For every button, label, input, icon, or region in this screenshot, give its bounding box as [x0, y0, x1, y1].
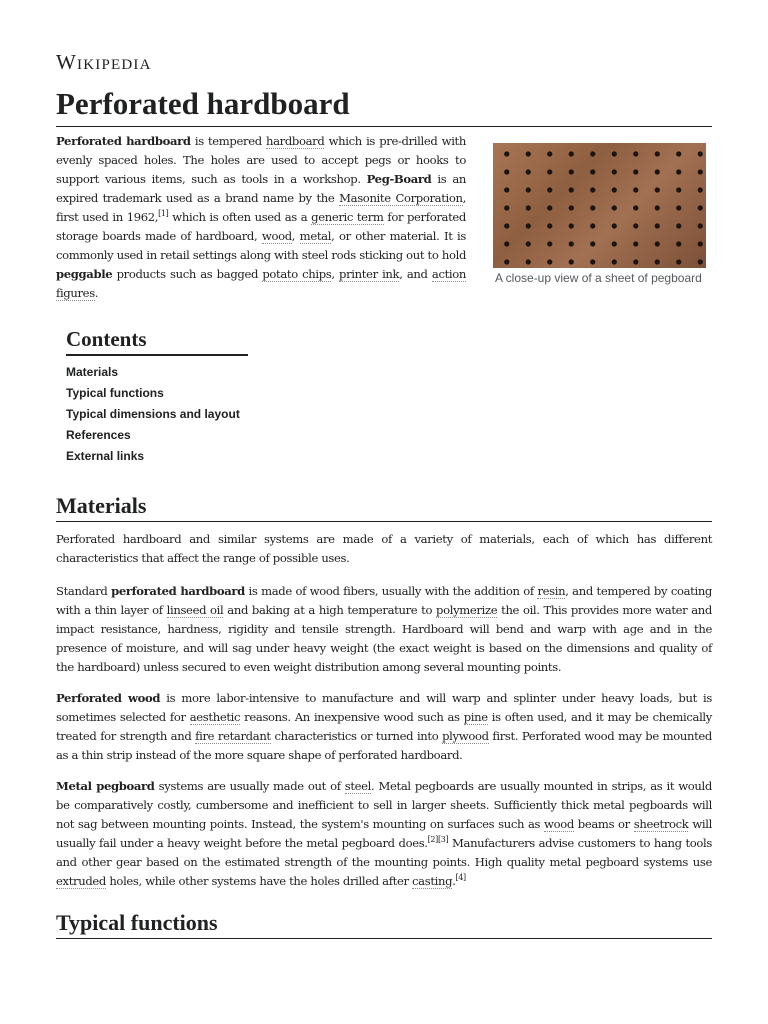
link-potato-chips[interactable]: potato chips [262, 267, 332, 281]
toc-item-materials[interactable]: Materials [66, 365, 119, 379]
link-casting[interactable]: casting [412, 874, 453, 888]
text: holes, while other systems have the holes drilled after [105, 874, 413, 888]
section-heading-typical-functions: Typical functions [56, 909, 712, 939]
text: characteristics or turned into [270, 729, 443, 743]
text: beams or [573, 817, 634, 831]
toc-item-typical-dimensions[interactable]: Typical dimensions and layout [66, 407, 240, 421]
link-generic-term[interactable]: generic term [311, 210, 384, 224]
text: . [452, 874, 456, 888]
bold-term: Metal pegboard [56, 779, 155, 793]
bold-term: Perforated wood [56, 691, 161, 705]
pegboard-image[interactable] [493, 143, 706, 268]
text: is more labor-intensive to manufacture and will warp and splinter under heavy loads, but is sometimes selected for [56, 691, 712, 724]
text: which is pre-drilled with evenly spaced holes. The holes are used to accept pegs or hooks to support various items, such as tools in a workshop. [56, 134, 466, 186]
text: is often used, and it may be chemically treated for strength and [56, 710, 712, 743]
text: . Metal pegboards are usually mounted in strips, as it would be comparatively costly, cumbersome and inefficient to sell in larger sheets. Sufficiently thick metal pegboards will not sag between mounting points. Instead, the system's mounting on surfaces such as [56, 779, 712, 831]
link-action-figures[interactable]: action figures [56, 267, 467, 300]
text: , [331, 267, 340, 281]
link-extruded[interactable]: extruded [56, 874, 106, 888]
link-hardboard[interactable]: hardboard [265, 134, 325, 148]
text: products such as bagged [112, 267, 263, 281]
reference-4[interactable]: [4] [455, 873, 466, 882]
toc-item-typical-functions[interactable]: Typical functions [66, 386, 164, 400]
link-linseed-oil[interactable]: linseed oil [166, 603, 224, 617]
toc-title: Contents [66, 326, 248, 356]
lead-paragraph [56, 132, 466, 303]
materials-paragraph-4 [56, 777, 712, 891]
link-masonite-corporation[interactable]: Masonite Corporation [339, 191, 463, 205]
text: . [94, 286, 99, 300]
infobox-figure [493, 143, 707, 287]
wikipedia-logo[interactable]: Wikipedia [56, 50, 152, 74]
bold-term: peggable [56, 267, 113, 281]
text: is an expired trademark used as a brand name by the [56, 172, 467, 205]
text: , or other material. It is commonly used in retail settings along with steel rods sticking out to hold [56, 229, 467, 262]
link-wood[interactable]: wood [261, 229, 292, 243]
materials-paragraph-3 [56, 689, 712, 765]
text: which is often used as a [168, 210, 312, 224]
link-sheetrock[interactable]: sheetrock [633, 817, 689, 831]
text: reasons. An inexpensive wood such as [240, 710, 464, 724]
reference-1[interactable]: [1] [158, 209, 169, 218]
text: Standard [56, 584, 112, 598]
text: and baking at a high temperature to [223, 603, 437, 617]
table-of-contents [66, 326, 248, 467]
materials-paragraph-2 [56, 582, 712, 677]
text: , [291, 229, 300, 243]
text: Manufacturers advise customers to hang tools and other gear based on the estimated strength of the mounting points. High quality metal pegboard systems use [56, 836, 713, 869]
link-metal[interactable]: metal [299, 229, 332, 243]
text: , first used in 1962, [56, 191, 467, 224]
text: for perforated storage boards made of hardboard, [56, 210, 466, 243]
toc-item-external-links[interactable]: External links [66, 449, 145, 463]
materials-paragraph-1: Perforated hardboard and similar systems are made of a variety of materials, each of which has different characteristics that affect the range of possible uses. [56, 532, 712, 565]
text: , and [399, 267, 432, 281]
figure-caption: A close-up view of a sheet of pegboard [495, 271, 702, 285]
text: the oil. This provides more water and impact resistance, hardness, rigidity and tensile strength. Hardboard will bend and warp with age and in the presence of moisture, and will sag under heavy weight (the exact weight is based on the dimensions and quality of the hardboard) unless secured to even weight distribution among several mounting points. [56, 603, 712, 674]
link-fire-retardant[interactable]: fire retardant [195, 729, 271, 743]
bold-term: perforated hardboard [111, 584, 245, 598]
page-title: Perforated hardboard [56, 84, 712, 127]
text: first. Perforated wood may be mounted as a thin strip instead of the more square shape of perforated hardboard. [56, 729, 712, 762]
link-aesthetic[interactable]: aesthetic [189, 710, 241, 724]
bold-term: Peg-Board [366, 172, 432, 186]
section-heading-materials: Materials [56, 492, 712, 522]
text: is tempered [190, 134, 266, 148]
toc-item-references[interactable]: References [66, 428, 131, 442]
reference-2-3[interactable]: [2][3] [427, 835, 449, 844]
link-polymerize[interactable]: polymerize [436, 603, 498, 617]
toc-list [66, 362, 248, 467]
text: will usually fail under a heavy weight before the metal pegboard does. [56, 817, 712, 850]
text: systems are usually made out of [154, 779, 345, 793]
link-plywood[interactable]: plywood [442, 729, 489, 743]
text: , and tempered by coating with a thin layer of [56, 584, 713, 617]
link-printer-ink[interactable]: printer ink [339, 267, 400, 281]
link-resin[interactable]: resin [537, 584, 566, 598]
link-steel[interactable]: steel [344, 779, 372, 793]
link-wood[interactable]: wood [544, 817, 574, 831]
bold-term: Perforated hardboard [56, 134, 191, 148]
link-pine[interactable]: pine [463, 710, 488, 724]
text: is made of wood fibers, usually with the addition of [244, 584, 538, 598]
